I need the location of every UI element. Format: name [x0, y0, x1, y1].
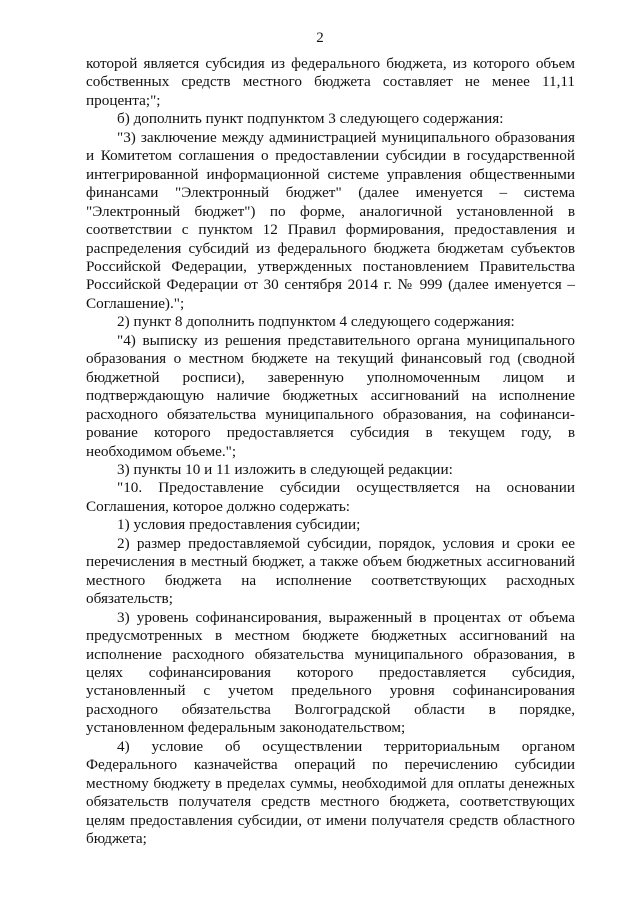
paragraph-condition-1: 1) условия предоставления субсидии; [117, 516, 361, 534]
paragraph-condition-2: 2) размер предоставляемой субсидии, порядок, условия и сроки ее перечисления в местный бюджет, а также объем бюджетных ассигнований местного бюджета на исполнение соответствующих расходных обязательств; [86, 534, 575, 608]
paragraph-subitem-3: "3) заключение между администрацией муниципального образования и Комитетом соглашения о предоставлении субсидии в государственной интегрированной информационной системе управления общественными финансами "Электронный бюджет" (далее именуется – система "Электронный бюджет") по форме, аналогичной установленной в соответствии с пунктом 12 Правил формирования, предоставления и распределения субсидий из федерального бюджета бюджетам субъектов Российской Федерации, утвержденных постановлением Правительства Российской Федерации от 30 сентября 2014 г. № 999 (далее именуется – Соглашение)."; [86, 128, 575, 312]
paragraph-item-b: б) дополнить пункт подпунктом 3 следующего содержания: [117, 110, 504, 128]
paragraph-continuation: которой является субсидия из федерального бюджета, из которого объем собственных средств местного бюджета составляет не менее 11,11 процента;"; [86, 55, 575, 109]
paragraph-item-3: 3) пункты 10 и 11 изложить в следующей редакции: [117, 460, 453, 478]
paragraph-item-2: 2) пункт 8 дополнить подпунктом 4 следующего содержания: [117, 313, 515, 331]
document-body [86, 55, 575, 848]
paragraph-subitem-4: "4) выписку из решения представительного органа муниципального образования о местном бюджете на текущий финансовый год (сводной бюджетной росписи), заверенную уполномоченным лицом и подтверждающую наличие бюджетных ассигнований на исполнение расходного обязательства муниципального образования, на софинанси-рование которого предоставляется субсидия в текущем году, в необходимом объеме."; [86, 331, 575, 460]
paragraph-condition-4: 4) условие об осуществлении территориальным органом Федерального казначейства операций по перечислению субсидии местному бюджету в пределах суммы, необходимой для оплаты денежных обязательств получателя средств местного бюджета, соответствующих целям предоставления субсидии, от имени получателя средств областного бюджета; [86, 737, 575, 848]
paragraph-point-10: "10. Предоставление субсидии осуществляется на основании Соглашения, которое должно содержать: [86, 479, 575, 515]
page-number: 2 [316, 30, 324, 46]
paragraph-condition-3: 3) уровень софинансирования, выраженный в процентах от объема предусмотренных в местном бюджете бюджетных ассигнований на исполнение расходного обязательства муниципального образования, в целях софинансирования которого предоставляется субсидия, установленный с учетом предельного уровня софинансирования расходного обязательства Волгоградской области в порядке, установленном федеральным законодательством; [86, 608, 575, 737]
